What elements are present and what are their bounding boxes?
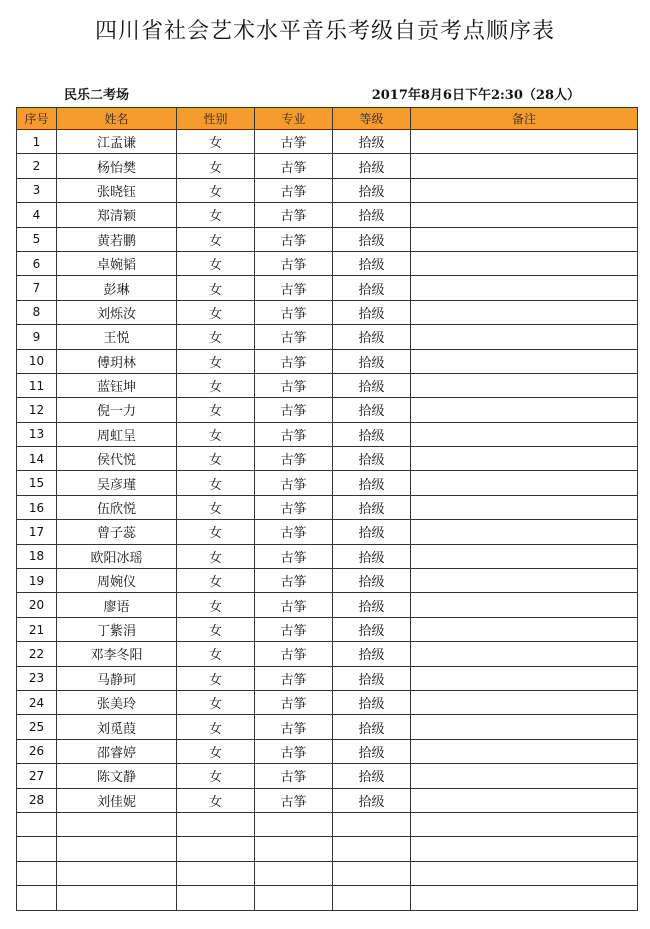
cell-gender: 女 <box>177 788 255 812</box>
cell-level: 拾级 <box>333 203 411 227</box>
cell-level: 拾级 <box>333 495 411 519</box>
cell-name: 欧阳冰瑶 <box>57 544 177 568</box>
cell-note <box>411 373 638 397</box>
cell-major: 古筝 <box>255 130 333 154</box>
cell-note <box>411 227 638 251</box>
table-row <box>17 764 638 788</box>
cell-no: 1 <box>17 130 57 154</box>
cell-no: 19 <box>17 569 57 593</box>
cell-gender: 女 <box>177 373 255 397</box>
cell-major: 古筝 <box>255 764 333 788</box>
empty-cell <box>17 886 57 910</box>
cell-gender: 女 <box>177 447 255 471</box>
empty-cell <box>57 886 177 910</box>
column-header-name: 姓名 <box>57 108 177 130</box>
cell-major: 古筝 <box>255 227 333 251</box>
cell-level: 拾级 <box>333 349 411 373</box>
exam-venue-label: 民乐二考场 <box>64 88 130 103</box>
cell-name: 廖语 <box>57 593 177 617</box>
column-header-no: 序号 <box>17 108 57 130</box>
cell-major: 古筝 <box>255 203 333 227</box>
cell-note <box>411 422 638 446</box>
table-row <box>17 642 638 666</box>
cell-major: 古筝 <box>255 178 333 202</box>
empty-cell <box>333 812 411 836</box>
cell-no: 7 <box>17 276 57 300</box>
cell-level: 拾级 <box>333 154 411 178</box>
cell-name: 刘烁汝 <box>57 300 177 324</box>
cell-note <box>411 203 638 227</box>
column-header-note: 备注 <box>411 108 638 130</box>
table-row <box>17 447 638 471</box>
cell-name: 江孟谦 <box>57 130 177 154</box>
cell-major: 古筝 <box>255 398 333 422</box>
page-title: 四川省社会艺术水平音乐考级自贡考点顺序表 <box>94 19 555 44</box>
cell-major: 古筝 <box>255 715 333 739</box>
cell-level: 拾级 <box>333 178 411 202</box>
cell-name: 周虹呈 <box>57 422 177 446</box>
cell-no: 3 <box>17 178 57 202</box>
cell-no: 18 <box>17 544 57 568</box>
cell-level: 拾级 <box>333 325 411 349</box>
table-row <box>17 325 638 349</box>
cell-level: 拾级 <box>333 544 411 568</box>
cell-level: 拾级 <box>333 715 411 739</box>
table-row <box>17 227 638 251</box>
table-header-row <box>17 108 638 130</box>
cell-note <box>411 276 638 300</box>
table-row <box>17 251 638 275</box>
cell-no: 14 <box>17 447 57 471</box>
table-row-empty <box>17 812 638 836</box>
cell-note <box>411 642 638 666</box>
column-header-level: 等级 <box>333 108 411 130</box>
table-row <box>17 471 638 495</box>
cell-major: 古筝 <box>255 520 333 544</box>
empty-cell <box>333 861 411 885</box>
cell-major: 古筝 <box>255 569 333 593</box>
cell-name: 郑清颖 <box>57 203 177 227</box>
cell-no: 4 <box>17 203 57 227</box>
table-row-empty <box>17 837 638 861</box>
cell-no: 6 <box>17 251 57 275</box>
cell-level: 拾级 <box>333 520 411 544</box>
cell-level: 拾级 <box>333 300 411 324</box>
cell-level: 拾级 <box>333 764 411 788</box>
cell-note <box>411 325 638 349</box>
cell-no: 23 <box>17 666 57 690</box>
table-row <box>17 398 638 422</box>
cell-no: 15 <box>17 471 57 495</box>
table-row <box>17 276 638 300</box>
table-body <box>17 130 638 911</box>
empty-cell <box>57 812 177 836</box>
cell-gender: 女 <box>177 569 255 593</box>
cell-gender: 女 <box>177 227 255 251</box>
cell-name: 杨怡樊 <box>57 154 177 178</box>
empty-cell <box>411 886 638 910</box>
cell-name: 伍欣悦 <box>57 495 177 519</box>
cell-note <box>411 788 638 812</box>
cell-name: 王悦 <box>57 325 177 349</box>
cell-major: 古筝 <box>255 642 333 666</box>
cell-gender: 女 <box>177 276 255 300</box>
cell-major: 古筝 <box>255 471 333 495</box>
empty-cell <box>411 861 638 885</box>
cell-note <box>411 349 638 373</box>
empty-cell <box>57 861 177 885</box>
empty-cell <box>177 861 255 885</box>
cell-level: 拾级 <box>333 251 411 275</box>
cell-major: 古筝 <box>255 251 333 275</box>
empty-cell <box>411 837 638 861</box>
cell-no: 20 <box>17 593 57 617</box>
cell-note <box>411 495 638 519</box>
empty-cell <box>255 886 333 910</box>
cell-name: 黄若鹏 <box>57 227 177 251</box>
cell-note <box>411 593 638 617</box>
cell-level: 拾级 <box>333 642 411 666</box>
cell-name: 陈文静 <box>57 764 177 788</box>
cell-gender: 女 <box>177 300 255 324</box>
table-row <box>17 130 638 154</box>
cell-major: 古筝 <box>255 300 333 324</box>
cell-gender: 女 <box>177 130 255 154</box>
cell-major: 古筝 <box>255 690 333 714</box>
cell-name: 蓝钰坤 <box>57 373 177 397</box>
table-row <box>17 690 638 714</box>
table-row <box>17 666 638 690</box>
cell-no: 11 <box>17 373 57 397</box>
cell-gender: 女 <box>177 642 255 666</box>
cell-no: 13 <box>17 422 57 446</box>
cell-level: 拾级 <box>333 593 411 617</box>
column-header-gender: 性别 <box>177 108 255 130</box>
cell-level: 拾级 <box>333 666 411 690</box>
cell-level: 拾级 <box>333 373 411 397</box>
cell-name: 卓婉韬 <box>57 251 177 275</box>
cell-name: 傅玥林 <box>57 349 177 373</box>
cell-note <box>411 715 638 739</box>
cell-note <box>411 251 638 275</box>
cell-level: 拾级 <box>333 398 411 422</box>
empty-cell <box>177 812 255 836</box>
cell-name: 张美玲 <box>57 690 177 714</box>
cell-note <box>411 447 638 471</box>
table-row <box>17 544 638 568</box>
cell-level: 拾级 <box>333 788 411 812</box>
cell-gender: 女 <box>177 349 255 373</box>
cell-name: 邓李冬阳 <box>57 642 177 666</box>
table-row <box>17 422 638 446</box>
cell-name: 周婉仪 <box>57 569 177 593</box>
cell-major: 古筝 <box>255 447 333 471</box>
empty-cell <box>255 861 333 885</box>
cell-major: 古筝 <box>255 154 333 178</box>
table-row <box>17 593 638 617</box>
cell-major: 古筝 <box>255 373 333 397</box>
cell-level: 拾级 <box>333 471 411 495</box>
cell-level: 拾级 <box>333 617 411 641</box>
cell-note <box>411 398 638 422</box>
cell-major: 古筝 <box>255 544 333 568</box>
cell-note <box>411 130 638 154</box>
cell-name: 张晓钰 <box>57 178 177 202</box>
cell-no: 17 <box>17 520 57 544</box>
empty-cell <box>17 812 57 836</box>
cell-major: 古筝 <box>255 788 333 812</box>
cell-gender: 女 <box>177 715 255 739</box>
cell-note <box>411 739 638 763</box>
column-header-major: 专业 <box>255 108 333 130</box>
cell-gender: 女 <box>177 398 255 422</box>
cell-note <box>411 178 638 202</box>
cell-no: 9 <box>17 325 57 349</box>
cell-no: 2 <box>17 154 57 178</box>
table-row <box>17 349 638 373</box>
empty-cell <box>177 886 255 910</box>
cell-no: 26 <box>17 739 57 763</box>
cell-major: 古筝 <box>255 325 333 349</box>
cell-name: 刘觅葭 <box>57 715 177 739</box>
cell-level: 拾级 <box>333 227 411 251</box>
cell-gender: 女 <box>177 495 255 519</box>
cell-gender: 女 <box>177 520 255 544</box>
cell-name: 侯代悦 <box>57 447 177 471</box>
table-row <box>17 495 638 519</box>
cell-note <box>411 300 638 324</box>
cell-major: 古筝 <box>255 593 333 617</box>
cell-level: 拾级 <box>333 569 411 593</box>
cell-no: 24 <box>17 690 57 714</box>
table-row-empty <box>17 861 638 885</box>
cell-gender: 女 <box>177 593 255 617</box>
cell-no: 22 <box>17 642 57 666</box>
cell-note <box>411 544 638 568</box>
empty-cell <box>255 837 333 861</box>
empty-cell <box>17 837 57 861</box>
table-row <box>17 154 638 178</box>
table-row <box>17 617 638 641</box>
cell-level: 拾级 <box>333 422 411 446</box>
table-row <box>17 788 638 812</box>
cell-note <box>411 154 638 178</box>
cell-major: 古筝 <box>255 276 333 300</box>
cell-no: 25 <box>17 715 57 739</box>
cell-major: 古筝 <box>255 422 333 446</box>
empty-cell <box>255 812 333 836</box>
cell-gender: 女 <box>177 739 255 763</box>
cell-major: 古筝 <box>255 666 333 690</box>
cell-gender: 女 <box>177 203 255 227</box>
cell-gender: 女 <box>177 471 255 495</box>
cell-note <box>411 617 638 641</box>
cell-name: 刘佳妮 <box>57 788 177 812</box>
cell-name: 吴彦瑾 <box>57 471 177 495</box>
table-row <box>17 203 638 227</box>
cell-no: 12 <box>17 398 57 422</box>
cell-no: 28 <box>17 788 57 812</box>
cell-gender: 女 <box>177 544 255 568</box>
cell-note <box>411 690 638 714</box>
cell-major: 古筝 <box>255 349 333 373</box>
cell-major: 古筝 <box>255 495 333 519</box>
cell-gender: 女 <box>177 178 255 202</box>
cell-gender: 女 <box>177 422 255 446</box>
cell-gender: 女 <box>177 325 255 349</box>
cell-note <box>411 520 638 544</box>
cell-note <box>411 764 638 788</box>
table-row <box>17 178 638 202</box>
empty-cell <box>177 837 255 861</box>
cell-no: 16 <box>17 495 57 519</box>
cell-no: 21 <box>17 617 57 641</box>
cell-name: 倪一力 <box>57 398 177 422</box>
cell-name: 曾子蕊 <box>57 520 177 544</box>
cell-gender: 女 <box>177 251 255 275</box>
empty-cell <box>17 861 57 885</box>
cell-name: 彭琳 <box>57 276 177 300</box>
cell-name: 马静珂 <box>57 666 177 690</box>
cell-note <box>411 666 638 690</box>
table-row <box>17 715 638 739</box>
cell-name: 邵睿婷 <box>57 739 177 763</box>
table-row <box>17 520 638 544</box>
cell-level: 拾级 <box>333 276 411 300</box>
cell-level: 拾级 <box>333 690 411 714</box>
cell-name: 丁紫涓 <box>57 617 177 641</box>
cell-gender: 女 <box>177 666 255 690</box>
table-row <box>17 300 638 324</box>
empty-cell <box>57 837 177 861</box>
cell-note <box>411 569 638 593</box>
cell-no: 27 <box>17 764 57 788</box>
cell-gender: 女 <box>177 690 255 714</box>
cell-no: 5 <box>17 227 57 251</box>
table-row <box>17 569 638 593</box>
cell-no: 8 <box>17 300 57 324</box>
cell-major: 古筝 <box>255 739 333 763</box>
exam-time-label: 2017年8月6日下午2:30（28人） <box>371 88 580 103</box>
cell-level: 拾级 <box>333 130 411 154</box>
cell-gender: 女 <box>177 154 255 178</box>
table-row-empty <box>17 886 638 910</box>
exam-order-table <box>16 107 638 911</box>
cell-level: 拾级 <box>333 447 411 471</box>
empty-cell <box>411 812 638 836</box>
cell-note <box>411 471 638 495</box>
empty-cell <box>333 886 411 910</box>
cell-major: 古筝 <box>255 617 333 641</box>
table-row <box>17 373 638 397</box>
cell-no: 10 <box>17 349 57 373</box>
empty-cell <box>333 837 411 861</box>
cell-gender: 女 <box>177 617 255 641</box>
table-row <box>17 739 638 763</box>
cell-gender: 女 <box>177 764 255 788</box>
cell-level: 拾级 <box>333 739 411 763</box>
